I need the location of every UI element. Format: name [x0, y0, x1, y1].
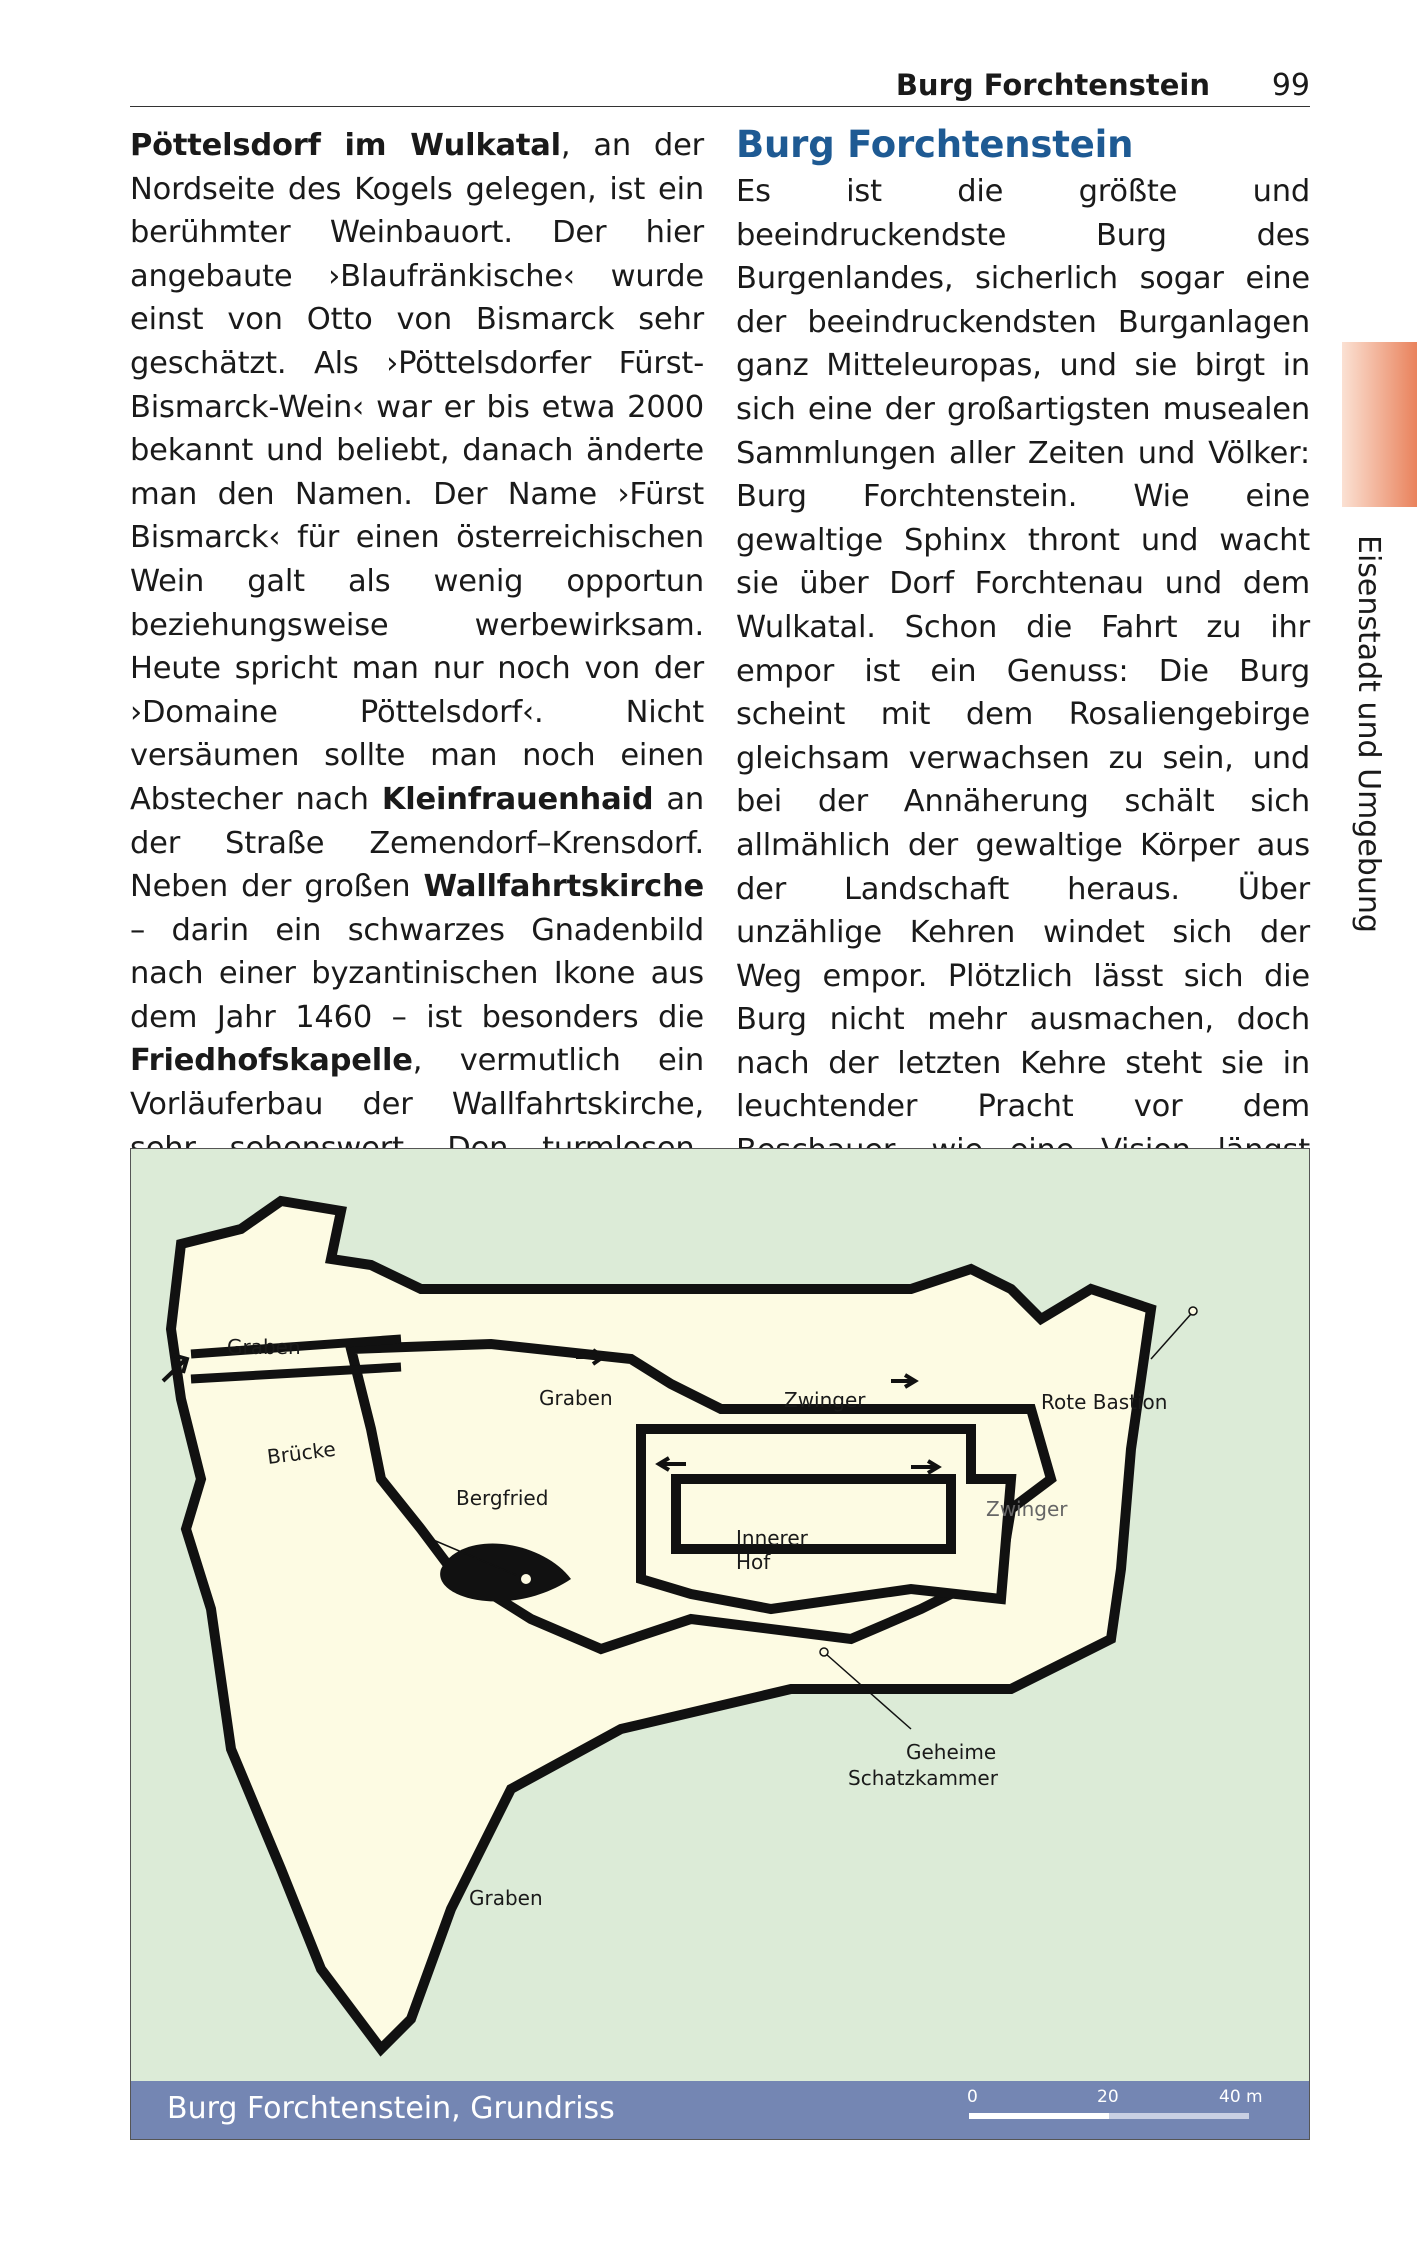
- floor-plan-figure: [130, 1148, 1310, 2140]
- bold-term: Pöttelsdorf im Wulkatal: [130, 128, 561, 163]
- label-innerer-hof-2: Hof: [736, 1550, 771, 1574]
- label-schatzkammer: Schatzkammer: [848, 1766, 998, 1790]
- label-geheime: Geheime: [906, 1740, 997, 1764]
- paragraph-burg: Es ist die größte und beeindruckendste Burg des Burgenlandes, sicherlich sogar eine der beeindruckendsten Burganlagen ganz Mitteleuropas, und sie birgt in sich eine der großartigsten musealen Sammlungen aller Zeiten und Völker: Burg Forchtenstein. Wie eine gewaltige Sphinx thront und wacht sie über Dorf Forchtenau und dem Wulkatal. Schon die Fahrt zu ihr empor ist ein Genuss: Die Burg scheint mit dem Rosaliengebirge gleichsam verwachsen zu sein, und bei der Annäherung schält sich allmählich der gewaltige Körper aus der Landschaft heraus. Über unzählige Kehren windet sich der Weg empor. Plötzlich lässt sich die Burg nicht mehr ausmachen, doch nach der letzten Kehre steht sie in leuchtender Pracht vor dem: [736, 174, 1310, 1125]
- body-text: an der Straße Zemendorf–Krensdorf. Neben der großen: [130, 781, 704, 905]
- bold-term: Friedhofskapelle: [130, 1043, 413, 1079]
- treasury-block: [676, 1479, 951, 1549]
- label-innerer-hof-1: Innerer: [736, 1526, 808, 1550]
- section-heading: Burg Forchtenstein: [736, 123, 1134, 166]
- chapter-side-label: Eisenstadt und Umgebung: [1351, 535, 1386, 933]
- right-column: [736, 120, 1310, 1303]
- label-graben-s: Graben: [469, 1886, 543, 1910]
- scale-bar: [969, 2087, 1269, 2133]
- figure-caption-bar: [131, 2081, 1309, 2139]
- running-header: [130, 66, 1310, 107]
- body-text: , an der Nordseite des Kogels gelegen, ist ein berühmter Weinbauort. Der hier angebaute ›Blaufränkische‹ wurde einst von Otto von Bismarck sehr geschätzt. Als ›Pöttelsdorfer Fürst-Bismarck-Wein‹ war er bis etwa 2000 bekannt und beliebt, danach änderte man den Namen. Der Name ›Fürst Bismarck‹ für einen österreichischen Wein galt als wenig opportun beziehungsweise werbewirksam. Heute spricht man nur noch von der ›Domaine Pöttelsdorf‹. Nicht versäumen sollte man noch einen Abstecher nach: [130, 128, 704, 817]
- label-bergfried: Bergfried: [456, 1486, 549, 1510]
- paragraph-poettelsdorf: [130, 124, 704, 1257]
- figure-caption: Burg Forchtenstein, Grundriss: [167, 2091, 615, 2126]
- page-number: 99: [1271, 68, 1310, 103]
- bold-term: Wallfahrtskirche: [423, 869, 704, 905]
- left-column: [130, 124, 704, 1257]
- label-bruecke: Brücke: [265, 1436, 337, 1469]
- scale-mark-40: 40 m: [1219, 2087, 1263, 2107]
- bold-term: Kleinfrauenhaid: [381, 781, 654, 817]
- chapter-tab-marker: [1342, 342, 1417, 507]
- label-rote-bastion: Rote Bastion: [1041, 1390, 1168, 1414]
- scale-mark-20: 20: [1097, 2087, 1119, 2107]
- chapter-title: Burg Forchtenstein: [895, 68, 1210, 102]
- label-graben-n: Graben: [539, 1386, 613, 1410]
- scale-bar-segment: [1109, 2113, 1249, 2119]
- label-zwinger-e: Zwinger: [986, 1497, 1068, 1521]
- body-text: – darin ein schwarzes Gnadenbild nach einer byzantinischen Ikone aus dem Jahr 1460 – ist besonders die: [130, 912, 704, 1035]
- scale-mark-0: 0: [967, 2087, 978, 2107]
- castle-floor-plan: [131, 1149, 1308, 2139]
- body-text: , vermutlich ein Vorläuferbau der Wallfahrtskirche,: [130, 1043, 704, 1123]
- label-graben-nw: Graben: [227, 1335, 301, 1359]
- label-zwinger-n: Zwinger: [784, 1388, 866, 1412]
